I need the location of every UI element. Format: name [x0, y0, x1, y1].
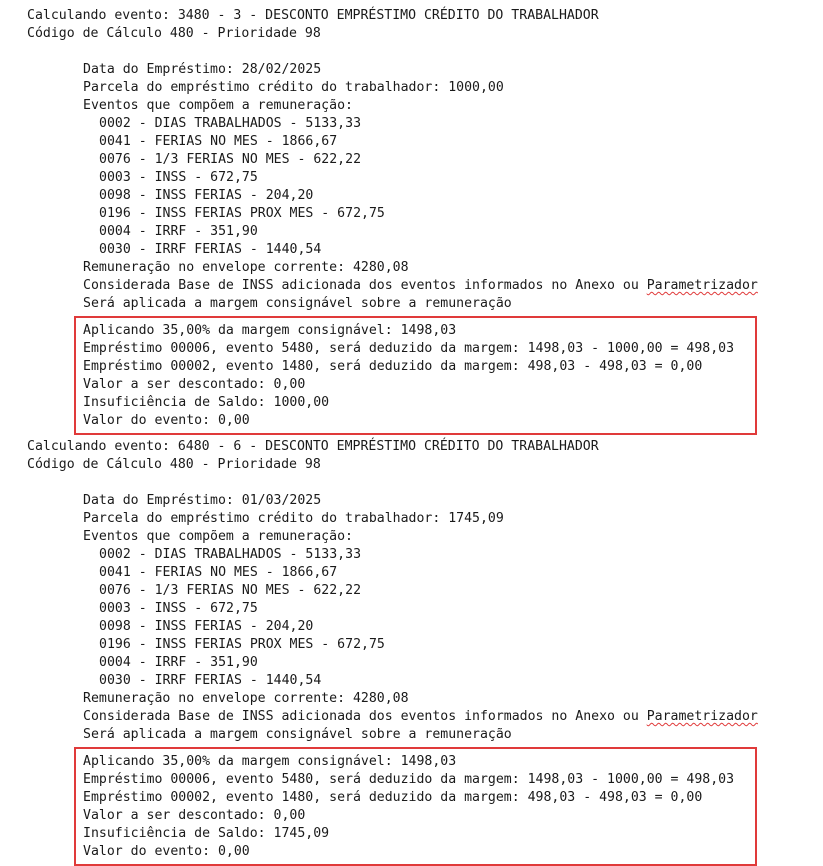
margin-applied-line: Aplicando 35,00% da margem consignável: 1498,03 [83, 323, 457, 338]
amount-to-discount-line: Valor a ser descontado: 0,00 [83, 377, 306, 392]
spellcheck-flagged-word: Parametrizador [646, 278, 758, 293]
event-item: 0004 - IRRF - 351,90 [99, 655, 258, 670]
event-item: 0030 - IRRF FERIAS - 1440,54 [99, 242, 322, 257]
event-item: 0098 - INSS FERIAS - 204,20 [99, 619, 314, 634]
calculation-section-1 [27, 7, 817, 435]
event-item: 0041 - FERIAS NO MES - 1866,67 [99, 565, 338, 580]
calc-event-line: Calculando evento: 3480 - 3 - DESCONTO EMPRÉSTIMO CRÉDITO DO TRABALHADOR [27, 8, 599, 23]
event-item: 0002 - DIAS TRABALHADOS - 5133,33 [99, 116, 362, 131]
event-value-line: Valor do evento: 0,00 [83, 413, 250, 428]
calc-code-line: Código de Cálculo 480 - Prioridade 98 [27, 457, 321, 472]
amount-to-discount-line: Valor a ser descontado: 0,00 [83, 808, 306, 823]
considered-base-line [27, 708, 817, 726]
considered-base-text: Considerada Base de INSS adicionada dos eventos informados no Anexo ou [83, 278, 647, 293]
highlight-box [74, 747, 757, 866]
remuneration-line: Remuneração no envelope corrente: 4280,08 [83, 691, 409, 706]
events-header-line: Eventos que compõem a remuneração: [83, 98, 353, 113]
event-item: 0196 - INSS FERIAS PROX MES - 672,75 [99, 637, 385, 652]
loan-deduction-line: Empréstimo 00002, evento 1480, será deduzido da margem: 498,03 - 498,03 = 0,00 [83, 790, 703, 805]
installment-line: Parcela do empréstimo crédito do trabalhador: 1000,00 [83, 80, 504, 95]
event-item: 0041 - FERIAS NO MES - 1866,67 [99, 134, 338, 149]
highlight-box [74, 316, 757, 435]
calc-code-line: Código de Cálculo 480 - Prioridade 98 [27, 26, 321, 41]
insufficient-balance-line: Insuficiência de Saldo: 1745,09 [83, 826, 330, 841]
event-item: 0076 - 1/3 FERIAS NO MES - 622,22 [99, 583, 362, 598]
event-item: 0196 - INSS FERIAS PROX MES - 672,75 [99, 206, 385, 221]
event-value-line: Valor do evento: 0,00 [83, 844, 250, 859]
remuneration-line: Remuneração no envelope corrente: 4280,08 [83, 260, 409, 275]
event-item: 0004 - IRRF - 351,90 [99, 224, 258, 239]
margin-note-line: Será aplicada a margem consignável sobre a remuneração [83, 727, 512, 742]
loan-deduction-line: Empréstimo 00002, evento 1480, será deduzido da margem: 498,03 - 498,03 = 0,00 [83, 359, 703, 374]
loan-deduction-line: Empréstimo 00006, evento 5480, será deduzido da margem: 1498,03 - 1000,00 = 498,03 [83, 341, 735, 356]
insufficient-balance-line: Insuficiência de Saldo: 1000,00 [83, 395, 330, 410]
margin-note-line: Será aplicada a margem consignável sobre a remuneração [83, 296, 512, 311]
loan-deduction-line: Empréstimo 00006, evento 5480, será deduzido da margem: 1498,03 - 1000,00 = 498,03 [83, 772, 735, 787]
calculation-section-2 [27, 438, 817, 866]
spellcheck-flagged-word: Parametrizador [646, 709, 758, 724]
loan-date-line: Data do Empréstimo: 01/03/2025 [83, 493, 322, 508]
event-item: 0003 - INSS - 672,75 [99, 601, 258, 616]
event-item: 0003 - INSS - 672,75 [99, 170, 258, 185]
spacer [27, 43, 817, 61]
loan-date-line: Data do Empréstimo: 28/02/2025 [83, 62, 322, 77]
considered-base-text: Considerada Base de INSS adicionada dos eventos informados no Anexo ou [83, 709, 647, 724]
events-header-line: Eventos que compõem a remuneração: [83, 529, 353, 544]
calc-event-line: Calculando evento: 6480 - 6 - DESCONTO EMPRÉSTIMO CRÉDITO DO TRABALHADOR [27, 439, 599, 454]
event-item: 0002 - DIAS TRABALHADOS - 5133,33 [99, 547, 362, 562]
event-item: 0098 - INSS FERIAS - 204,20 [99, 188, 314, 203]
margin-applied-line: Aplicando 35,00% da margem consignável: 1498,03 [83, 754, 457, 769]
event-item: 0030 - IRRF FERIAS - 1440,54 [99, 673, 322, 688]
installment-line: Parcela do empréstimo crédito do trabalhador: 1745,09 [83, 511, 504, 526]
event-item: 0076 - 1/3 FERIAS NO MES - 622,22 [99, 152, 362, 167]
considered-base-line [27, 277, 817, 295]
spacer [27, 474, 817, 492]
